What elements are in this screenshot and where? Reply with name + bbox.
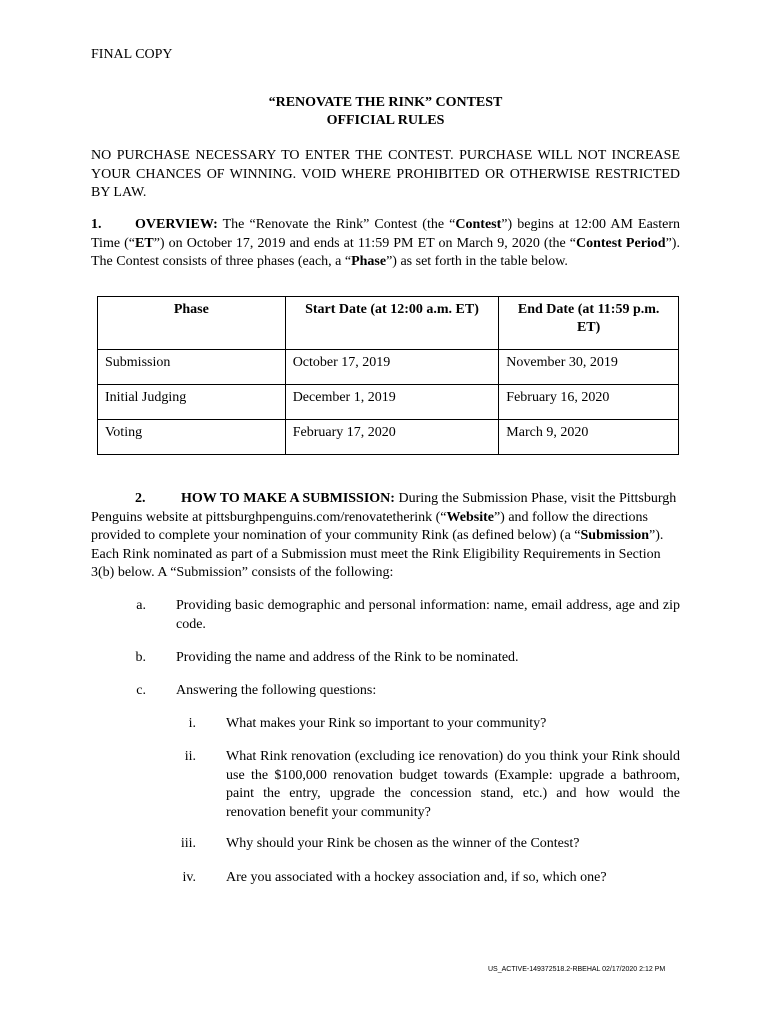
table-cell: October 17, 2019 xyxy=(285,350,499,385)
document-title xyxy=(91,94,680,130)
text-run: ”) and follow the directions provided to complete your nomination of your community Rink (as defined below) (a “ xyxy=(91,509,648,543)
list-item xyxy=(188,715,680,734)
list-text: Are you associated with a hockey association and, if so, which one? xyxy=(226,870,607,885)
column-header-end-date: End Date (at 11:59 p.m. ET) xyxy=(499,297,679,350)
text-run: ”) on October 17, 2019 and ends at 11:59 PM ET on March 9, 2020 (the “ xyxy=(153,235,576,251)
table-cell: March 9, 2020 xyxy=(499,420,679,455)
list-item xyxy=(184,748,680,822)
table-cell: November 30, 2019 xyxy=(499,350,679,385)
list-marker: a. xyxy=(136,598,146,613)
text-run: ”) begins at 12:00 AM Eastern Time (“ xyxy=(91,217,680,251)
section-heading: OVERVIEW: xyxy=(135,217,218,232)
text-run: ”). The Contest consists of three phases (each, a “ xyxy=(91,235,680,269)
column-header-phase: Phase xyxy=(98,297,286,350)
table-row xyxy=(98,420,679,455)
defined-term: Submission xyxy=(580,528,649,543)
defined-term: ET xyxy=(135,235,154,251)
list-marker: iv. xyxy=(182,870,196,885)
table-cell: December 1, 2019 xyxy=(285,385,499,420)
defined-term: Contest Period xyxy=(575,235,666,251)
list-item xyxy=(182,869,680,888)
text-run: ”) as set forth in the table below. xyxy=(386,254,568,269)
defined-term: Website xyxy=(446,509,494,525)
document-footer-id: US_ACTIVE-149372518.2-RBEHAL 02/17/2020 2:12 PM xyxy=(488,966,666,973)
table-header-row xyxy=(98,297,679,350)
table-row xyxy=(98,350,679,385)
text-run: The “Renovate the Rink” Contest (the “ xyxy=(217,217,456,232)
list-marker: iii. xyxy=(180,836,196,851)
phase-table xyxy=(97,296,679,455)
list-text: What Rink renovation (excluding ice renovation) do you think your Rink should use the $100,000 renovation budget towards (Example: upgrade a bathroom, paint the entry, upgrade the concession stand, etc.) and how would the renovation benefit your community? xyxy=(226,749,680,820)
defined-term: Phase xyxy=(351,254,387,269)
section-heading: HOW TO MAKE A SUBMISSION: xyxy=(181,491,395,506)
section-overview xyxy=(91,216,680,272)
column-header-start-date: Start Date (at 12:00 a.m. ET) xyxy=(285,297,499,350)
list-item xyxy=(136,682,680,701)
table-cell: February 17, 2020 xyxy=(285,420,499,455)
table-cell: Voting xyxy=(98,420,286,455)
list-item xyxy=(136,597,680,634)
title-line-1: “RENOVATE THE RINK” CONTEST xyxy=(268,95,503,110)
text-run: During the Submission Phase, visit the Pittsburgh Penguins website at pittsburghpenguins.com/renovatetherink (“ xyxy=(91,491,677,525)
list-item xyxy=(180,835,680,854)
table-cell: Submission xyxy=(98,350,286,385)
list-marker: i. xyxy=(188,716,196,731)
list-item xyxy=(135,649,680,668)
final-copy-label: FINAL COPY xyxy=(91,47,173,62)
list-text: Providing basic demographic and personal information: name, email address, age and zip code. xyxy=(176,598,680,632)
list-text: Providing the name and address of the Rink to be nominated. xyxy=(176,650,519,665)
defined-term: Contest xyxy=(455,217,502,232)
list-text: Answering the following questions: xyxy=(176,683,377,698)
section-number: 1. xyxy=(91,217,102,232)
table-cell: February 16, 2020 xyxy=(499,385,679,420)
list-marker: c. xyxy=(136,683,146,698)
section-submission xyxy=(91,490,680,583)
text-run: ”). Each Rink nominated as part of a Submission must meet the Rink Eligibility Requirements in Section 3(b) below. A “Submission” consists of the following: xyxy=(91,528,664,580)
list-marker: ii. xyxy=(184,749,196,764)
list-text: Why should your Rink be chosen as the winner of the Contest? xyxy=(226,836,580,851)
section-number: 2. xyxy=(135,491,146,506)
list-text: What makes your Rink so important to your community? xyxy=(226,716,547,731)
table-row xyxy=(98,385,679,420)
list-marker: b. xyxy=(135,650,146,665)
table-cell: Initial Judging xyxy=(98,385,286,420)
title-line-2: OFFICIAL RULES xyxy=(326,113,445,128)
purchase-notice: NO PURCHASE NECESSARY TO ENTER THE CONTEST. PURCHASE WILL NOT INCREASE YOUR CHANCES OF WINNING. VOID WHERE PROHIBITED OR OTHERWISE RESTRICTED BY LAW. xyxy=(91,148,680,200)
